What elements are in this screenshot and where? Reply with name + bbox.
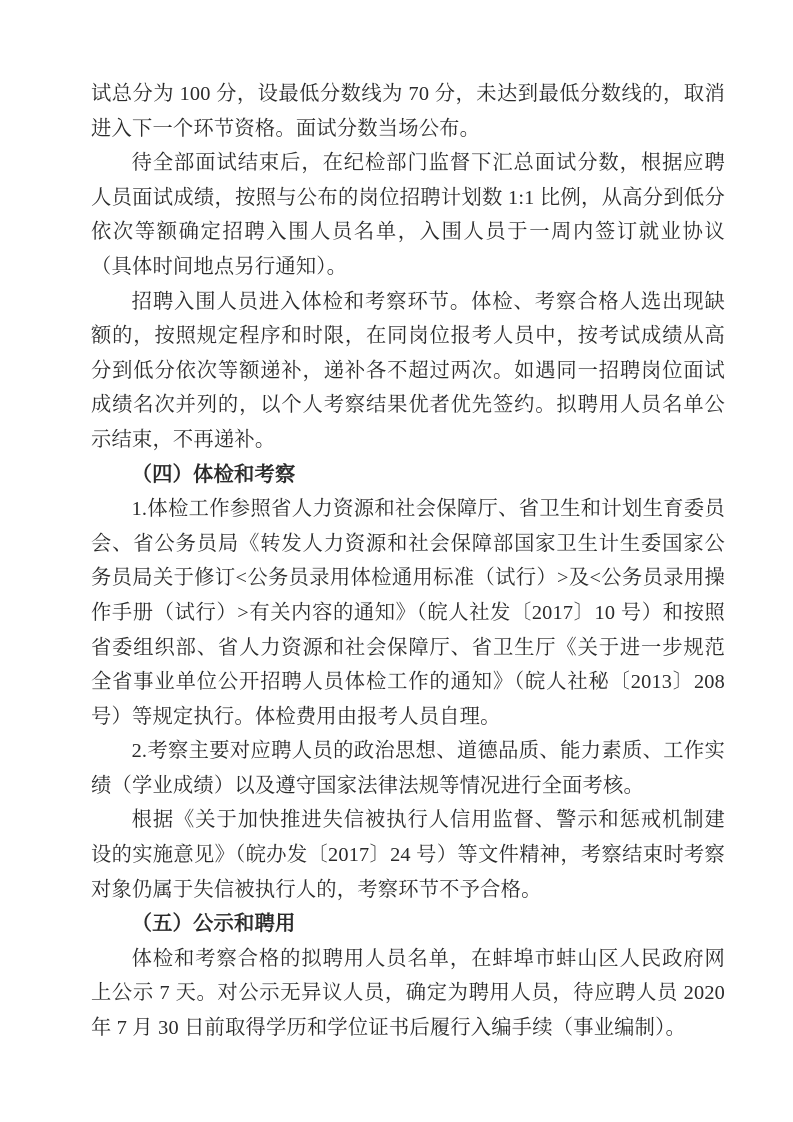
paragraph-inspection-scope: 2.考察主要对应聘人员的政治思想、道德品质、能力素质、工作实绩（学业成绩）以及遵守国家法律法规等情况进行全面考核。 xyxy=(91,740,725,797)
paragraph-physical-exam-rules: 1.体检工作参照省人力资源和社会保障厅、省卫生和计划生育委员会、省公务员局《转发人力资源和社会保障部国家卫生计生委国家公务员局关于修订<公务员录用体检通用标准（试行）>及<公务员录用操作手册（试行）>有关内容的通知》（皖人社发〔2017〕10 号）和按照省委组织部、省人力资源和社会保障厅、省卫生厅《关于进一步规范全省事业单位公开招聘人员体检工作的通知》（皖人社秘〔2013〕208 号）等规定执行。体检费用由报考人员自理。 xyxy=(91,498,725,728)
paragraph-continuation: 试总分为 100 分，设最低分数线为 70 分，未达到最低分数线的，取消进入下一个环节资格。面试分数当场公布。 xyxy=(91,83,725,140)
section-heading-physical-exam: （四）体检和考察 xyxy=(131,463,296,486)
section-heading-publicity-employment: （五）公示和聘用 xyxy=(131,913,296,936)
paragraph-publicity-employment: 体检和考察合格的拟聘用人员名单，在蚌埠市蚌山区人民政府网上公示 7 天。对公示无异议人员，确定为聘用人员，待应聘人员 2020 年 7 月 30 日前取得学历和学位证书后履行入编手续（事业编制）。 xyxy=(91,947,725,1040)
document-body xyxy=(91,77,725,1046)
paragraph-dishonesty-clause: 根据《关于加快推进失信被执行人信用监督、警示和惩戒机制建设的实施意见》（皖办发〔2017〕24 号）等文件精神，考察结束时考察对象仍属于失信被执行人的，考察环节不予合格。 xyxy=(91,809,725,901)
paragraph-shortlist-replacement: 招聘入围人员进入体检和考察环节。体检、考察合格人选出现缺额的，按照规定程序和时限，在同岗位报考人员中，按考试成绩从高分到低分依次等额递补，递补各不超过两次。如遇同一招聘岗位面试成绩名次并列的，以个人考察结果优者优先签约。拟聘用人员名单公示结束，不再递补。 xyxy=(91,290,725,451)
paragraph-interview-results: 待全部面试结束后，在纪检部门监督下汇总面试分数，根据应聘人员面试成绩，按照与公布的岗位招聘计划数 1:1 比例，从高分到低分依次等额确定招聘入围人员名单，入围人员于一周内签订就业协议（具体时间地点另行通知）。 xyxy=(91,152,725,278)
